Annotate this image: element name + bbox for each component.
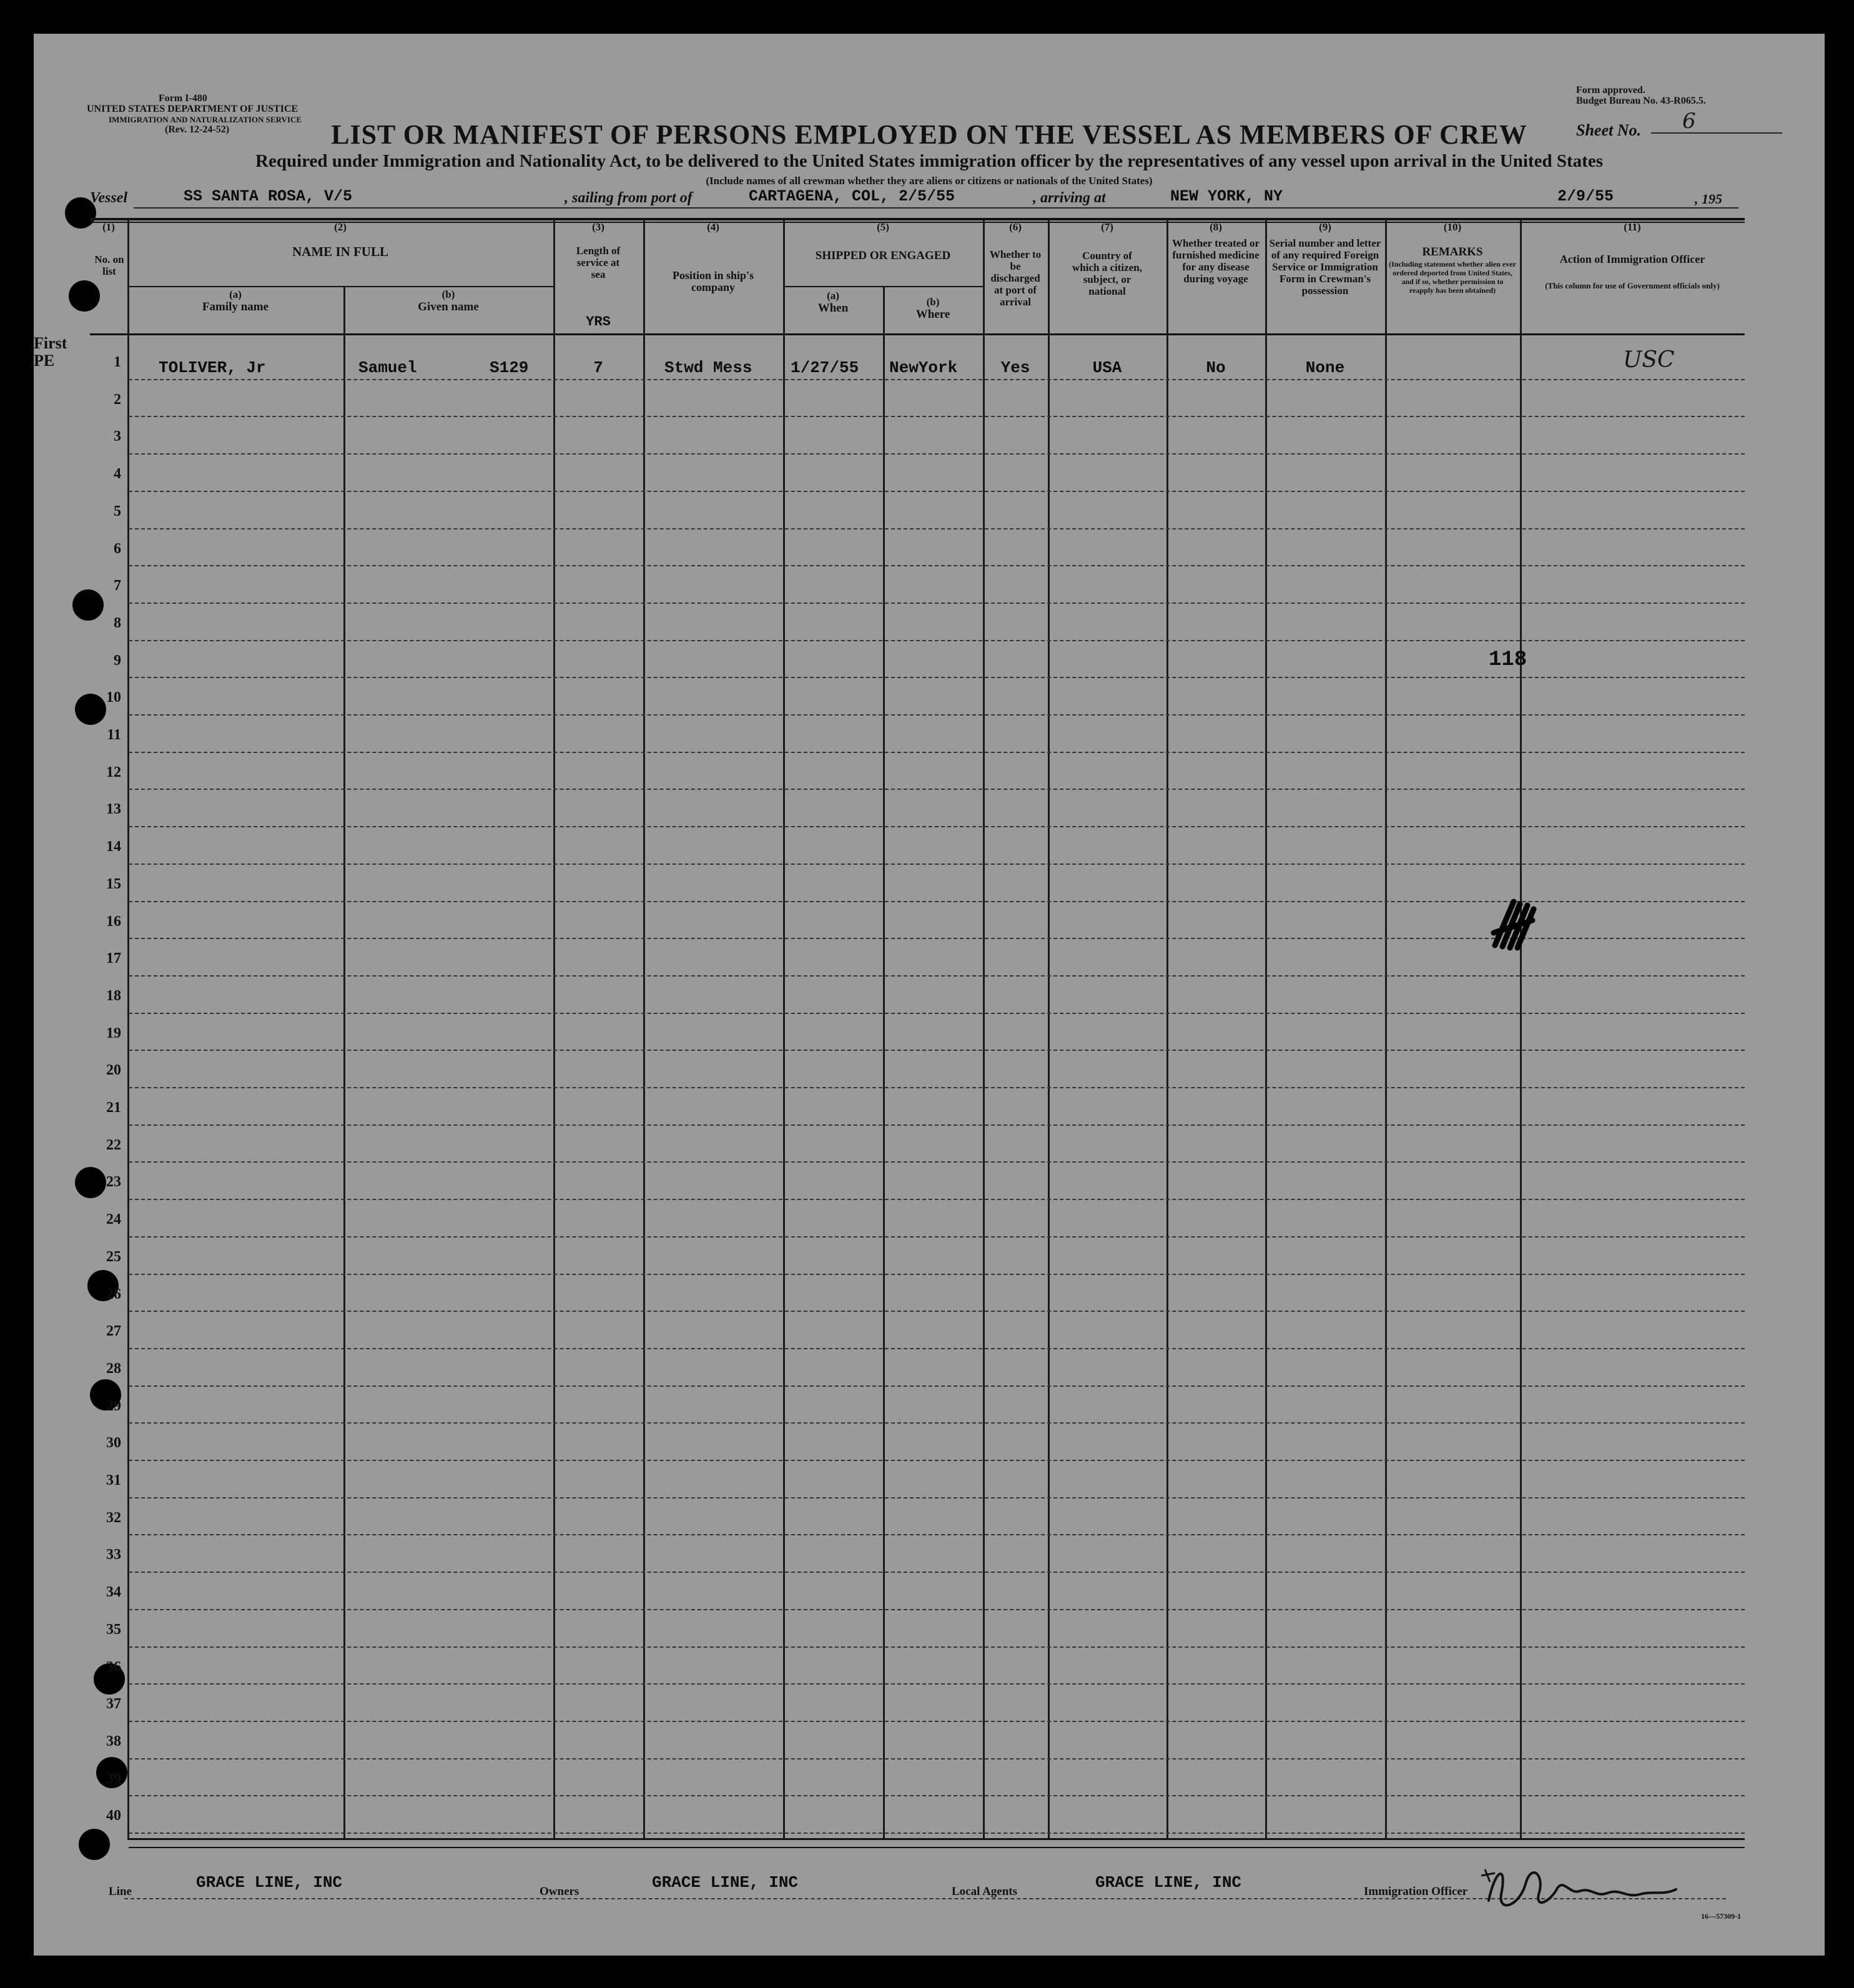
row-number: 32	[106, 1509, 121, 1526]
row-rule	[129, 1422, 1745, 1424]
row-number: 22	[106, 1136, 121, 1153]
punch-hole	[69, 280, 100, 312]
col1-num: (1)	[102, 221, 115, 233]
row-rule	[129, 1124, 1745, 1126]
col6-num: (6)	[1009, 221, 1022, 233]
col9-num: (9)	[1319, 221, 1331, 233]
row-rule	[129, 491, 1745, 492]
crew-medicine: No	[1206, 358, 1226, 377]
col2-num: (2)	[334, 221, 347, 233]
row-rule	[129, 752, 1745, 753]
col5a-label: When	[817, 302, 849, 315]
col-divider	[1385, 220, 1387, 1839]
row-rule	[129, 1050, 1745, 1051]
col-divider	[1166, 220, 1168, 1839]
crew-years: 7	[593, 358, 603, 377]
row-number: 39	[106, 1770, 121, 1787]
officer-label: Immigration Officer	[1364, 1885, 1468, 1898]
col5-num: (5)	[877, 221, 889, 233]
crew-given-name: Samuel	[358, 358, 417, 377]
sailing-port: CARTAGENA, COL, 2/5/55	[749, 187, 955, 205]
row-number: 23	[106, 1174, 121, 1191]
row-number: 17	[106, 950, 121, 967]
row-number: 10	[106, 689, 121, 706]
name-sub-rule	[127, 286, 553, 287]
vessel-name: SS SANTA ROSA, V/5	[184, 187, 353, 205]
row-rule	[129, 453, 1745, 455]
row-rule	[129, 565, 1745, 566]
row-rule	[129, 640, 1745, 641]
col6-label: Whether to be discharged at port of arrival	[989, 248, 1042, 308]
row-number: 3	[114, 428, 121, 445]
row-number: 13	[106, 801, 121, 818]
col-divider	[343, 286, 345, 1839]
row-number: 8	[114, 614, 121, 631]
manifest-sheet	[34, 34, 1825, 1956]
row-rule	[129, 864, 1745, 865]
header-bottom-rule	[90, 333, 1745, 335]
row-number: 11	[107, 727, 121, 743]
col11-label: Action of Immigration Officer	[1559, 253, 1705, 265]
col-divider	[643, 220, 645, 1839]
row-rule	[129, 1460, 1745, 1461]
sheet-label: Sheet No.	[1576, 121, 1641, 139]
crew-family-name: TOLIVER, Jr	[159, 358, 266, 377]
col10-label: REMARKS	[1422, 245, 1483, 258]
row-number: 29	[106, 1397, 121, 1414]
row-rule	[129, 379, 1745, 380]
row-rule	[129, 1721, 1745, 1722]
form-number: Form I-480	[159, 93, 207, 104]
col10-sub: (Including statement whether alien ever ordered deported from United States, and if so, whether permission to reapply has been obtained)	[1389, 260, 1516, 295]
form-revision: (Rev. 12-24-52)	[165, 124, 230, 135]
row-rule	[129, 603, 1745, 604]
printer-code: 16—57309-1	[1701, 1912, 1741, 1921]
department-name: UNITED STATES DEPARTMENT OF JUSTICE	[87, 104, 298, 114]
row-number: 31	[106, 1472, 121, 1489]
row-number: 26	[106, 1286, 121, 1302]
crew-shipped-where: NewYork	[889, 358, 958, 377]
row-rule	[129, 1311, 1745, 1312]
row-rule	[129, 714, 1745, 716]
row-number: 37	[106, 1696, 121, 1713]
row-number: 25	[106, 1248, 121, 1265]
col7-num: (7)	[1101, 221, 1113, 233]
ink-scribble	[1489, 895, 1545, 952]
sailing-label: , sailing from port of	[565, 190, 693, 206]
row-number: 27	[106, 1323, 121, 1340]
arriving-label: , arriving at	[1033, 190, 1106, 206]
col8-label: Whether treated or furnished medicine for any disease during voyage	[1171, 237, 1260, 285]
row-rule	[129, 1572, 1745, 1573]
row-number: 36	[106, 1658, 121, 1675]
page-title: LIST OR MANIFEST OF PERSONS EMPLOYED ON THE VESSEL AS MEMBERS OF CREW	[331, 119, 1527, 150]
col5-label: SHIPPED OR ENGAGED	[815, 249, 951, 262]
col-divider	[1520, 220, 1522, 1839]
row-number: 9	[114, 652, 121, 669]
col2b-label: Given name	[418, 300, 479, 313]
row-rule	[129, 1609, 1745, 1610]
row-number: 14	[106, 839, 121, 855]
vessel-label: Vessel	[90, 190, 127, 206]
col-divider	[1265, 220, 1267, 1839]
row-number: 19	[106, 1025, 121, 1041]
col5a-letter: (a)	[827, 290, 839, 302]
owners-label: Owners	[540, 1885, 579, 1898]
row-number: 20	[106, 1062, 121, 1079]
row-number: 2	[114, 391, 121, 408]
row-rule	[129, 1646, 1745, 1648]
col5b-letter: (b)	[926, 296, 940, 308]
row-rule	[129, 1161, 1745, 1163]
crew-given-extra: S129	[490, 358, 529, 377]
owners-value: GRACE LINE, INC	[652, 1873, 799, 1892]
col2a-label: Family name	[202, 300, 269, 313]
remarks-number: 118	[1489, 648, 1527, 672]
table-top-rule	[90, 218, 1745, 220]
row-number: 5	[114, 503, 121, 519]
row-number: 33	[106, 1547, 121, 1563]
arriving-port: NEW YORK, NY	[1170, 187, 1283, 205]
shipped-sub-rule	[783, 286, 983, 287]
crew-discharged: Yes	[1000, 358, 1030, 377]
col3-num: (3)	[592, 221, 604, 233]
row-number: 18	[106, 987, 121, 1004]
col9-label: Serial number and letter of any required Foreign Service or Immigration Form in Crewman's possession	[1269, 237, 1381, 297]
row-number: 16	[106, 913, 121, 930]
row-rule	[129, 1348, 1745, 1349]
col11-num: (11)	[1624, 221, 1641, 233]
col11-sub: (This column for use of Government officials only)	[1545, 281, 1720, 290]
crew-shipped-when: 1/27/55	[791, 358, 859, 377]
col7-label: Country of which a citizen, subject, or national	[1072, 250, 1142, 297]
row-rule	[129, 416, 1745, 417]
line-value: GRACE LINE, INC	[196, 1873, 343, 1892]
col5b-label: Where	[915, 308, 950, 321]
row-rule	[129, 1795, 1745, 1796]
instruction-note: (Include names of all crewman whether they are aliens or citizens or nationals of the United States)	[706, 175, 1153, 187]
row-rule	[129, 528, 1745, 529]
row-rule	[129, 1087, 1745, 1088]
row-rule	[129, 677, 1745, 678]
row-number: 34	[106, 1584, 121, 1601]
row-rule	[129, 1385, 1745, 1387]
row-number: 38	[106, 1733, 121, 1749]
col3-unit: YRS	[586, 314, 611, 330]
row-rule	[129, 1236, 1745, 1238]
table-bottom-rule-2	[129, 1847, 1745, 1848]
row-rule	[129, 1013, 1745, 1014]
voyage-underline	[134, 207, 1738, 209]
row-number: 24	[106, 1211, 121, 1228]
row-number: 1	[114, 354, 121, 370]
row-rule	[129, 826, 1745, 827]
row-rule	[129, 1534, 1745, 1535]
row-number: 28	[106, 1360, 121, 1377]
crew-country: USA	[1092, 358, 1122, 377]
col2-label: NAME IN FULL	[292, 244, 388, 259]
budget-number: Budget Bureau No. 43-R065.5.	[1576, 96, 1706, 106]
col2a-letter: (a)	[229, 288, 242, 300]
col2b-letter: (b)	[441, 288, 455, 300]
row-number: 40	[106, 1808, 121, 1824]
agents-value: GRACE LINE, INC	[1095, 1873, 1242, 1892]
row-number: 21	[106, 1100, 121, 1116]
row-rule	[129, 1199, 1745, 1200]
row-number: 4	[114, 466, 121, 483]
col10-num: (10)	[1443, 221, 1462, 233]
row-number: 7	[114, 578, 121, 594]
sheet-number: 6	[1682, 109, 1696, 134]
row-number: 6	[114, 540, 121, 557]
row-rule	[129, 1833, 1745, 1834]
col-divider	[783, 220, 785, 1839]
row-rule	[129, 975, 1745, 977]
col-divider	[553, 220, 555, 1839]
officer-signature	[1476, 1857, 1689, 1919]
row-number: 35	[106, 1621, 121, 1638]
punch-hole	[79, 1829, 110, 1860]
row-rule	[129, 1497, 1745, 1498]
row-rule	[129, 1274, 1745, 1275]
service-name: IMMIGRATION AND NATURALIZATION SERVICE	[109, 115, 302, 124]
row-rule	[129, 789, 1745, 790]
col-divider	[883, 286, 885, 1839]
row-rule	[129, 1758, 1745, 1759]
officer-action: USC	[1623, 347, 1675, 373]
col1-label: No. on list	[94, 253, 124, 277]
row-rule	[129, 1683, 1745, 1685]
page-subtitle: Required under Immigration and Nationality Act, to be delivered to the United States immigration officer by the representatives of any vessel upon arrival in the United States	[255, 151, 1603, 171]
arrival-date: 2/9/55	[1557, 187, 1614, 205]
row-number: 15	[106, 875, 121, 892]
approval-note: Form approved.	[1576, 85, 1645, 96]
crew-position: Stwd Mess	[664, 358, 752, 377]
year-suffix: , 195	[1695, 191, 1722, 207]
col8-num: (8)	[1210, 221, 1222, 233]
line-label: Line	[109, 1885, 132, 1898]
table-bottom-rule	[127, 1838, 1745, 1840]
col4-num: (4)	[707, 221, 719, 233]
margin-note: First PE	[34, 334, 67, 370]
col-divider	[1048, 220, 1050, 1839]
row-number: 12	[106, 764, 121, 780]
col3-label: Length of service at sea	[576, 245, 621, 280]
col4-label: Position in ship's company	[672, 269, 754, 293]
crew-serial: None	[1305, 358, 1345, 377]
row-number: 30	[106, 1435, 121, 1452]
col-divider	[127, 220, 129, 1839]
agents-label: Local Agents	[952, 1885, 1018, 1898]
col-divider	[983, 220, 985, 1839]
